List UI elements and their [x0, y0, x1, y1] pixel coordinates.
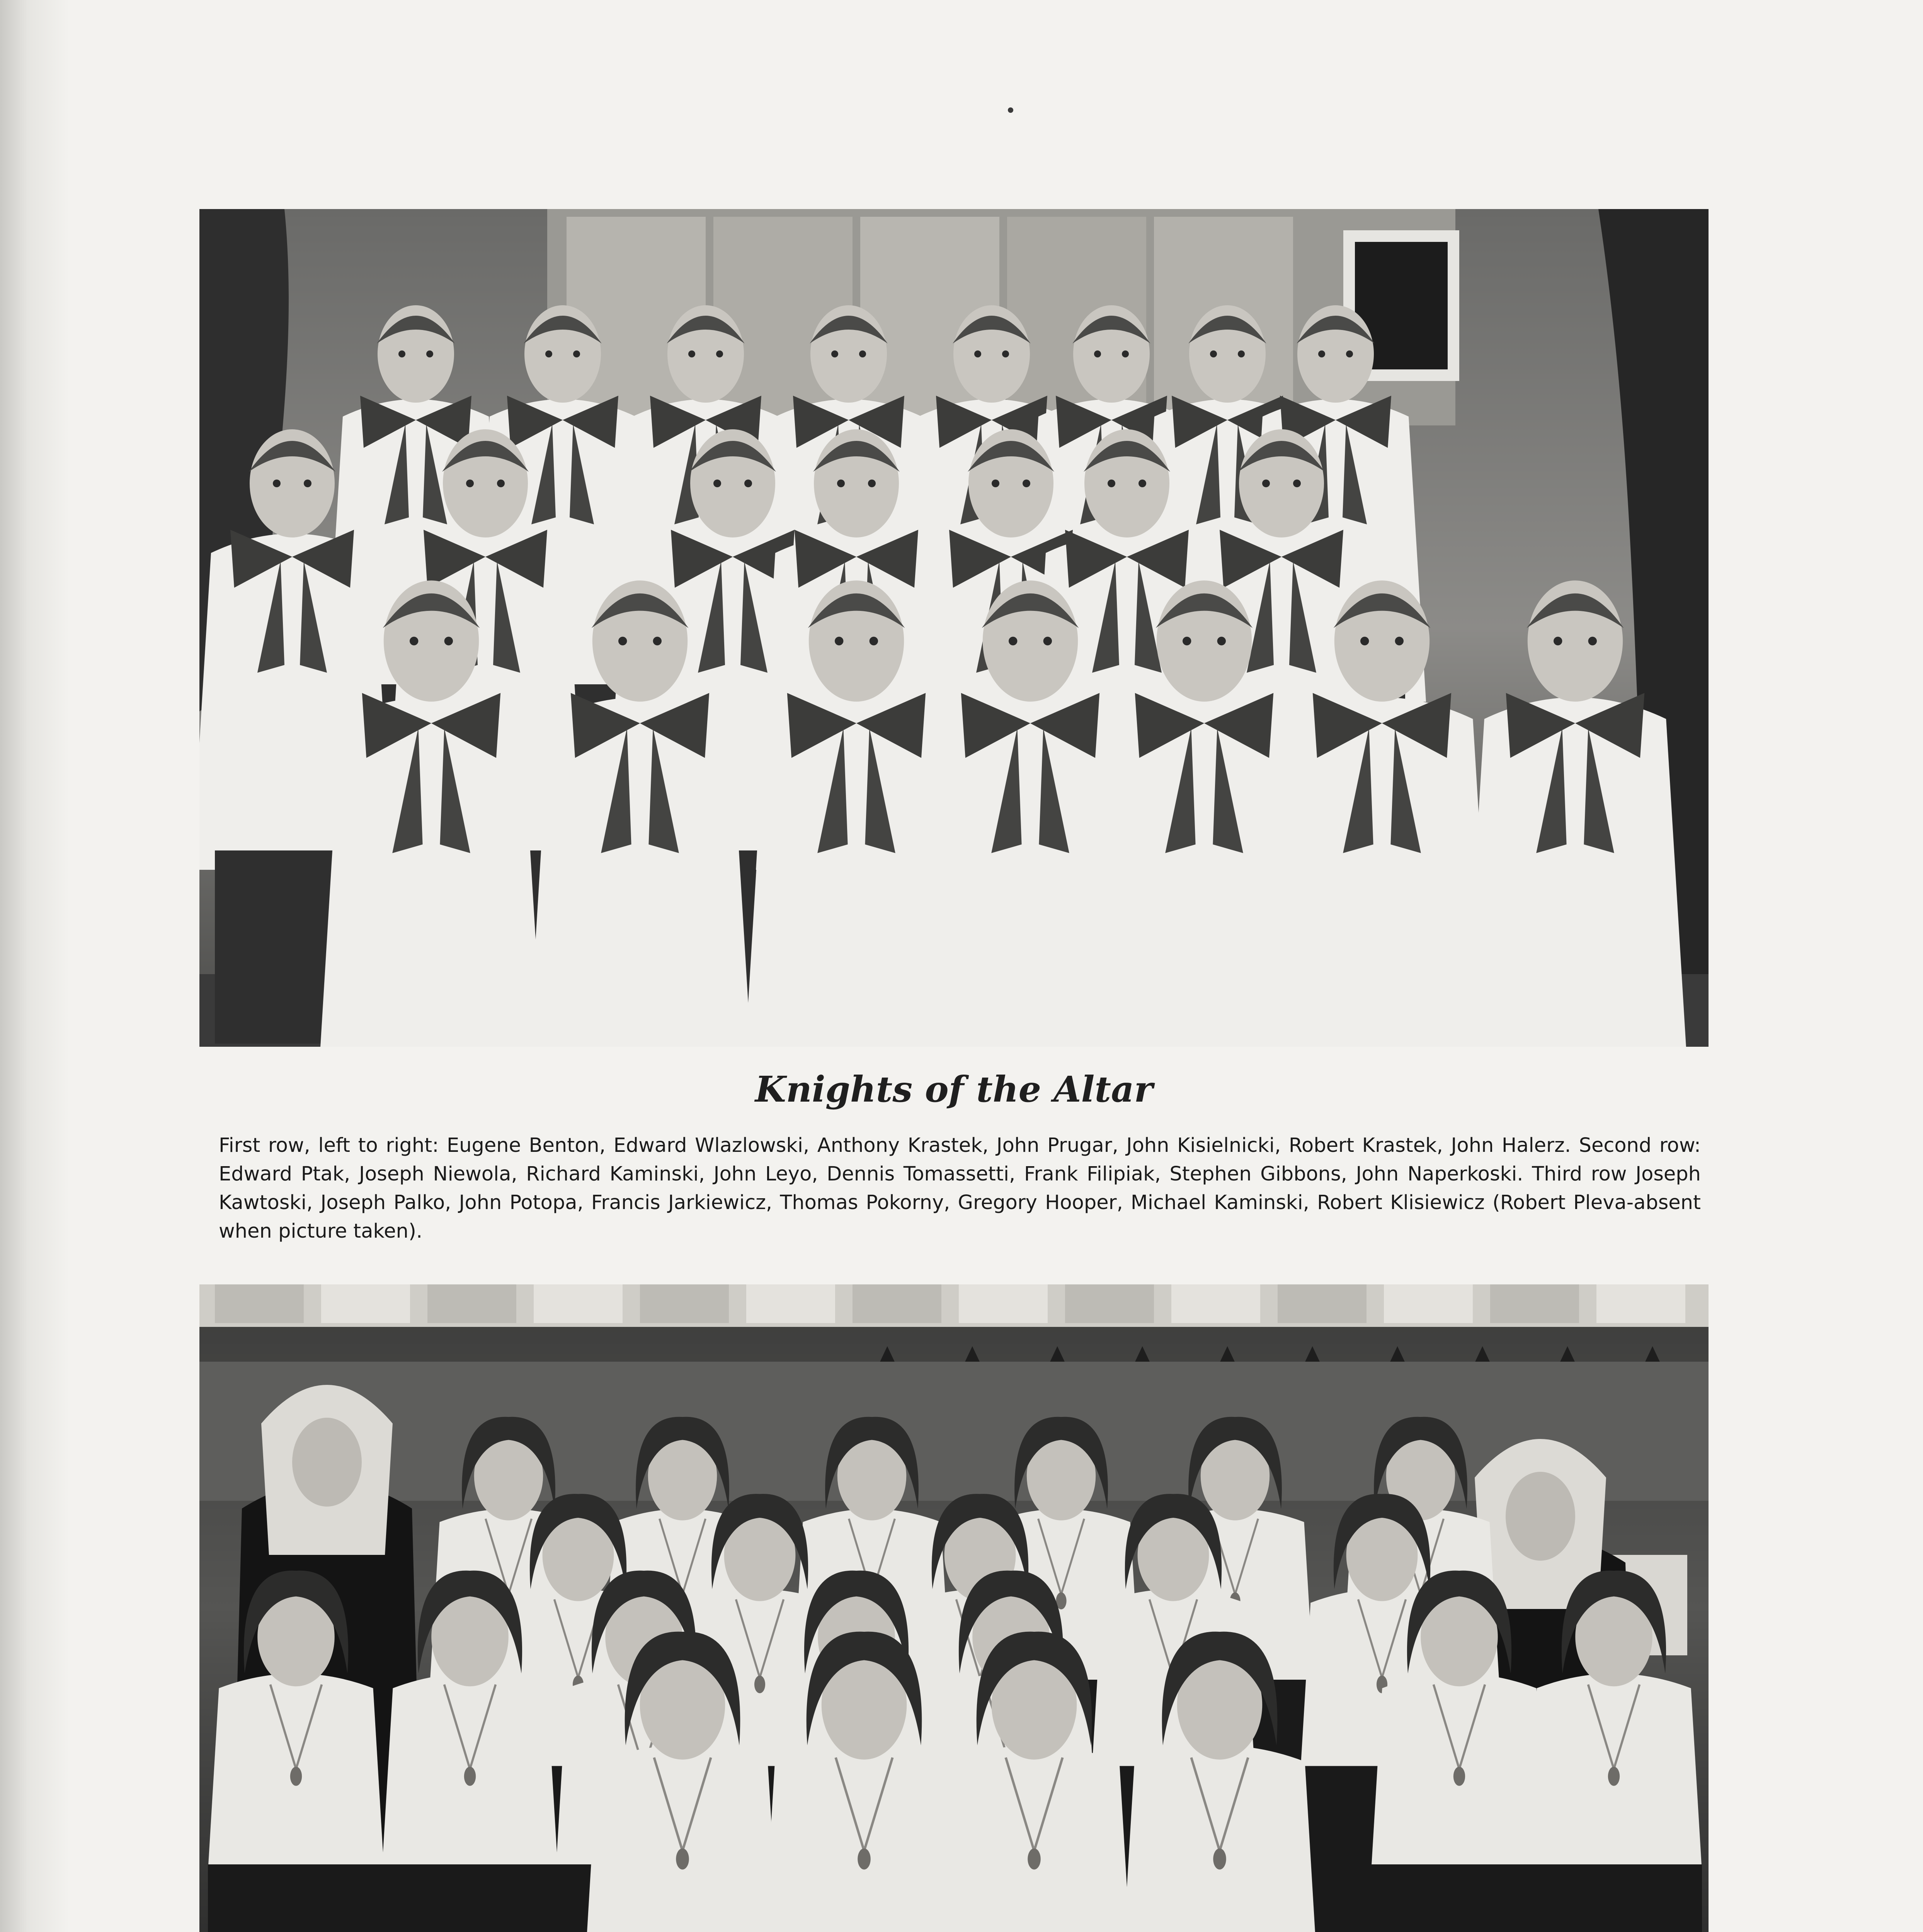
- paper-cutout: [427, 1284, 516, 1323]
- paper-cutout: [640, 1284, 729, 1323]
- paper-cutout: [1278, 1284, 1367, 1323]
- page-edge-shadow: [0, 0, 70, 1932]
- paper-cutout: [534, 1284, 623, 1323]
- children-of-mary-photo: [199, 1284, 1709, 1932]
- paper-cutout: [321, 1284, 410, 1323]
- paper-cutout: [1065, 1284, 1154, 1323]
- knights-of-the-altar-title: Knights of the Altar: [755, 1068, 1153, 1110]
- paper-cutout: [853, 1284, 941, 1323]
- knights-of-the-altar-caption: First row, left to right: Eugene Benton, Edward Wlazlowski, Anthony Krastek, John Prugar, John Kisielnicki, Robert Krastek, John Halerz. Second row: Edward Ptak, Joseph Niewola, Richard Kaminski, John Leyo, Dennis Tomassetti, Frank Filipiak, Stephen Gibbons, John Naperkoski. Third row Joseph Kawtoski, Joseph Palko, John Potopa, Francis Jarkiewicz, Thomas Pokorny, Gregory Hooper, Michael Kaminski, Robert Klisiewicz (Robert Pleva-absent when picture taken).: [219, 1134, 1701, 1243]
- paper-cutout: [1384, 1284, 1473, 1323]
- girls-group-photo-illustration: [199, 1284, 1709, 1932]
- paper-cutout: [1596, 1284, 1685, 1323]
- paper-cutout: [746, 1284, 835, 1323]
- paper-cutout: [959, 1284, 1048, 1323]
- paper-cutout: [215, 1284, 304, 1323]
- paper-cutout: [1490, 1284, 1579, 1323]
- paper-cutout: [1171, 1284, 1260, 1323]
- altar-boys-group-photo-illustration: [199, 209, 1709, 1047]
- paper-speck: [1008, 107, 1013, 113]
- knights-of-the-altar-photo: [199, 209, 1709, 1047]
